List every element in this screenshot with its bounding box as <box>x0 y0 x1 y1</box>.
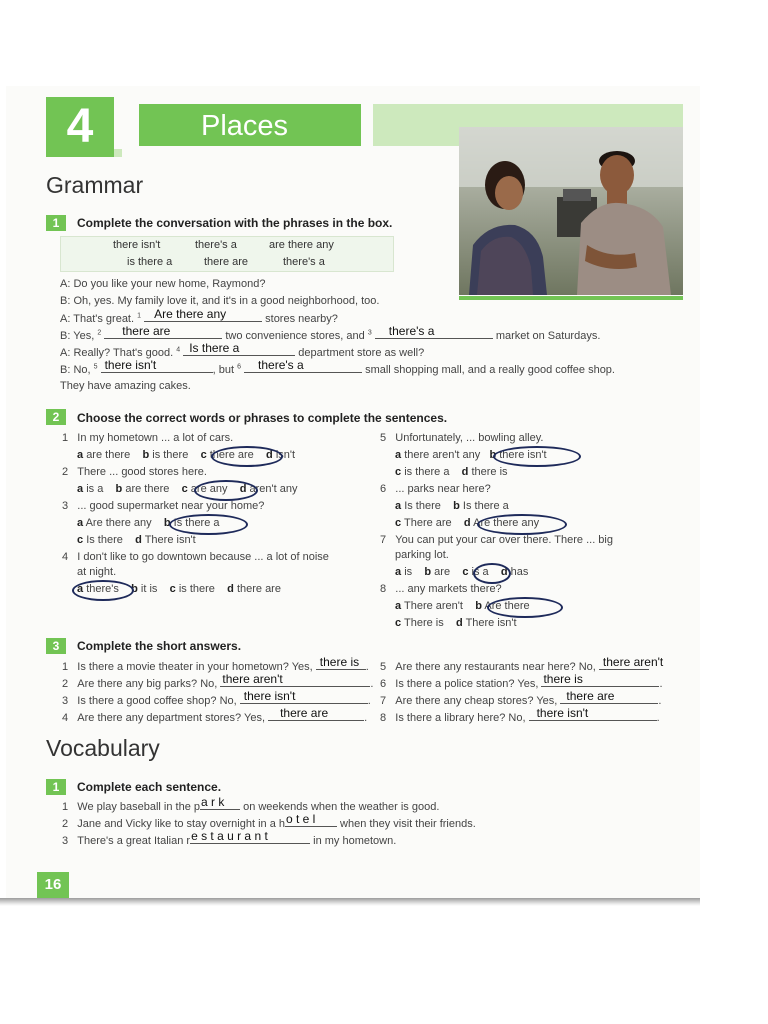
q-number: 4 <box>62 712 69 724</box>
handwritten-answer: there's a <box>258 358 304 372</box>
short-answer-item: 3 Is there a good coffee shop? No, there isn't . <box>62 689 371 707</box>
opt-text[interactable]: there is <box>471 466 508 478</box>
opt-letter: b <box>131 583 138 595</box>
opt-text[interactable]: is there <box>178 583 215 595</box>
phrase-box-item: are there any <box>269 239 334 251</box>
short-answer-item: 2 Are there any big parks? No, there aren't . <box>62 672 374 690</box>
line-text: A: That's great. <box>60 313 138 325</box>
q-text: You can put your car over there. There ... big <box>395 534 613 546</box>
handwritten-answer: Is there a <box>189 341 240 355</box>
line-text: They have amazing cakes. <box>60 380 191 392</box>
mc-options <box>395 617 517 629</box>
vocab-item <box>62 829 397 847</box>
handwritten-answer: there are <box>122 324 171 338</box>
opt-text[interactable]: is a <box>471 566 489 578</box>
line-text: B: Oh, yes. My family love it, and it's in a good neighborhood, too. <box>60 295 380 307</box>
handwritten-answer: Are there any <box>154 307 227 321</box>
opt-text[interactable]: there are <box>209 449 254 461</box>
handwritten-answer: e s t a u r a n t <box>191 829 268 843</box>
photo-illustration <box>459 127 683 295</box>
opt-letter: d <box>463 517 471 529</box>
conversation-line <box>60 278 265 290</box>
opt-letter: a <box>395 449 402 461</box>
opt-text[interactable]: is there <box>152 449 189 461</box>
opt-text[interactable]: is <box>404 566 413 578</box>
vocab-item <box>62 795 440 813</box>
selected-answer-circle <box>169 514 248 535</box>
grammar-ex2-instruction: Choose the correct words or phrases to complete the sentences. <box>77 411 448 425</box>
opt-text[interactable]: it is <box>140 583 158 595</box>
conversation-line <box>60 307 338 325</box>
mc-question <box>62 551 329 563</box>
vocabulary-heading: Vocabulary <box>46 735 160 761</box>
grammar-ex3-instruction: Complete the short answers. <box>77 639 242 653</box>
mc-question <box>62 500 264 512</box>
opt-letter: b <box>163 517 171 529</box>
opt-letter: a <box>395 566 402 578</box>
mc-question-cont: at night. <box>77 566 117 578</box>
q-number: 5 <box>380 432 387 444</box>
answer-blank <box>285 812 337 830</box>
q-number: 6 <box>380 483 387 495</box>
opt-text[interactable]: Is there <box>86 534 123 546</box>
opt-text[interactable]: There is <box>403 617 444 629</box>
opt-letter: a <box>395 600 402 612</box>
opt-letter: c <box>462 566 469 578</box>
opt-letter: d <box>135 534 142 546</box>
q-text: Are there any big parks? No, <box>77 678 218 690</box>
q-text: Are there any restaurants near here? No, <box>395 661 596 673</box>
mc-question <box>380 534 613 546</box>
phrase-box <box>60 236 394 272</box>
line-text: small shopping mall, and a really good coffee shop. <box>362 364 615 376</box>
opt-letter: b <box>453 500 460 512</box>
short-answer-item: 1 Is there a movie theater in your hometown? Yes, there is . <box>62 655 369 673</box>
opt-letter: c <box>395 466 402 478</box>
q-number: 4 <box>62 551 69 563</box>
q-text: ... any markets there? <box>395 583 502 595</box>
handwritten-answer: there is <box>319 655 360 669</box>
grammar-ex1-instruction: Complete the conversation with the phrases in the box. <box>77 216 393 230</box>
opt-text[interactable]: aren't any <box>249 483 298 495</box>
opt-text[interactable]: There isn't <box>144 534 196 546</box>
opt-letter: c <box>395 617 402 629</box>
photo-two-people-talking <box>459 127 683 295</box>
opt-letter: c <box>200 449 207 461</box>
unit-title: Places <box>201 110 289 142</box>
selected-answer-circle <box>72 580 134 601</box>
answer-blank <box>375 324 493 342</box>
q-text: In my hometown ... a lot of cars. <box>77 432 234 444</box>
opt-text[interactable]: are there <box>86 449 131 461</box>
opt-letter: a <box>77 517 84 529</box>
opt-text[interactable]: there isn't <box>499 449 547 461</box>
q-number: 8 <box>380 583 387 595</box>
blank-number: 5 <box>93 363 98 371</box>
line-text: A: Really? That's good. <box>60 347 177 359</box>
handwritten-answer: there isn't <box>536 706 589 720</box>
mc-options <box>77 483 298 495</box>
line-text: stores nearby? <box>262 313 338 325</box>
conversation-line <box>60 358 615 376</box>
q-text: There's a great Italian r <box>77 835 191 847</box>
opt-text[interactable]: There are <box>403 517 452 529</box>
conversation-line <box>60 295 379 307</box>
opt-letter: d <box>239 483 247 495</box>
opt-letter: b <box>489 449 497 461</box>
opt-letter: c <box>181 483 188 495</box>
opt-letter: a <box>77 449 84 461</box>
opt-text[interactable]: there are <box>236 583 281 595</box>
opt-letter: b <box>115 483 123 495</box>
opt-text[interactable]: is there a <box>404 466 450 478</box>
photo-accent-line <box>459 296 683 300</box>
q-number: 1 <box>62 661 69 673</box>
q-number: 3 <box>62 695 69 707</box>
q-text: Unfortunately, ... bowling alley. <box>395 432 544 444</box>
q-number: 2 <box>62 818 69 830</box>
opt-letter: a <box>395 500 402 512</box>
q-number: 3 <box>62 500 69 512</box>
q-text: Jane and Vicky like to stay overnight in a h <box>77 818 285 830</box>
unit-badge-accent <box>114 149 122 157</box>
short-answer-item: 4 Are there any department stores? Yes, there are . <box>62 706 368 724</box>
mc-question <box>380 483 491 495</box>
page-number: 16 <box>37 872 69 898</box>
handwritten-answer: there isn't <box>104 358 157 372</box>
opt-text[interactable]: Is there a <box>462 500 509 512</box>
mc-question <box>62 466 207 478</box>
opt-text[interactable]: are any <box>190 483 228 495</box>
blank-number: 6 <box>237 363 241 371</box>
phrase-box-item: there's a <box>195 239 237 251</box>
phrase-box-item: is there a <box>127 256 173 268</box>
blank-number: 2 <box>97 329 102 337</box>
vocab-ex1-number: 1 <box>46 779 66 795</box>
phrase-box-item: there are <box>204 256 249 268</box>
q-number: 2 <box>62 466 69 478</box>
q-number: 1 <box>62 432 69 444</box>
q-number: 3 <box>62 835 69 847</box>
q-number: 5 <box>380 661 387 673</box>
mc-question <box>380 432 543 444</box>
selected-answer-circle <box>493 446 581 467</box>
opt-letter: c <box>169 583 176 595</box>
opt-letter: b <box>475 600 482 612</box>
q-number: 7 <box>380 534 387 546</box>
opt-text[interactable]: isn't <box>275 449 296 461</box>
opt-letter: d <box>266 449 273 461</box>
handwritten-answer: there's a <box>388 324 435 338</box>
blank-number: 1 <box>137 312 142 320</box>
opt-text[interactable]: are there <box>125 483 170 495</box>
q-number: 6 <box>380 678 387 690</box>
q-text: I don't like to go downtown because ... a lot of noise <box>77 551 329 563</box>
handwritten-answer: there aren't <box>222 672 283 686</box>
opt-letter: c <box>77 534 84 546</box>
grammar-ex2-number: 2 <box>46 409 66 425</box>
answer-blank <box>268 706 364 724</box>
line-text: market on Saturdays. <box>492 330 601 342</box>
opt-text[interactable]: Are there <box>484 600 530 612</box>
opt-text[interactable]: Is there <box>404 500 441 512</box>
answer-blank <box>244 358 362 376</box>
line-text: B: No, <box>60 364 94 376</box>
q-text: Is there a movie theater in your hometown? Yes, <box>77 661 313 673</box>
handwritten-answer: there isn't <box>243 689 296 703</box>
line-text: department store as well? <box>295 347 425 359</box>
opt-letter: b <box>142 449 150 461</box>
selected-answer-circle <box>477 514 567 535</box>
q-number: 1 <box>62 801 69 813</box>
blank-number: 3 <box>367 329 372 337</box>
grammar-heading: Grammar <box>46 172 144 198</box>
mc-question-cont: parking lot. <box>395 549 449 561</box>
grammar-ex3-number: 3 <box>46 638 66 654</box>
q-text: when they visit their friends. <box>337 818 476 830</box>
conversation-line <box>60 380 191 392</box>
q-number: 8 <box>380 712 387 724</box>
opt-letter: c <box>395 517 402 529</box>
mc-question <box>62 432 233 444</box>
short-answer-item <box>380 655 664 673</box>
mc-options <box>395 466 508 478</box>
answer-blank <box>190 829 310 847</box>
opt-text[interactable]: There isn't <box>465 617 517 629</box>
short-answer-item: 7 Are there any cheap stores? Yes, there are . <box>380 689 662 707</box>
opt-text[interactable]: Is there a <box>173 517 220 529</box>
q-number: 7 <box>380 695 387 707</box>
selected-answer-circle <box>473 563 511 584</box>
grammar-ex1-number: 1 <box>46 215 66 231</box>
q-number: 2 <box>62 678 69 690</box>
vocab-ex1-instruction: Complete each sentence. <box>77 780 222 794</box>
selected-answer-circle <box>211 446 283 467</box>
mc-question <box>380 583 502 595</box>
handwritten-answer: a r k <box>201 795 225 809</box>
blank-number: 4 <box>176 346 181 354</box>
line-text: A: Do you like your new home, Raymond? <box>60 278 266 290</box>
opt-text[interactable]: Are there any <box>473 517 540 529</box>
handwritten-answer: there aren't <box>602 655 664 669</box>
q-text: There ... good stores here. <box>77 466 207 478</box>
opt-text[interactable]: There aren't <box>403 600 463 612</box>
opt-letter: d <box>455 617 463 629</box>
q-text: We play baseball in the p <box>77 801 201 813</box>
handwritten-answer: there is <box>543 672 583 686</box>
opt-letter: b <box>424 566 432 578</box>
line-text: B: Yes, <box>60 330 98 342</box>
answer-blank <box>599 655 664 673</box>
q-text: Is there a police station? Yes, <box>395 678 539 690</box>
q-text: ... good supermarket near your home? <box>77 500 265 512</box>
mc-options <box>77 534 196 546</box>
short-answer-item: 6 Is there a police station? Yes, there is . <box>380 672 663 690</box>
q-text: Is there a library here? No, <box>395 712 526 724</box>
unit-number-badge: 4 <box>46 97 114 157</box>
handwritten-answer: o t e l <box>286 812 316 826</box>
opt-text[interactable]: there aren't any <box>404 449 481 461</box>
q-text: ... parks near here? <box>395 483 491 495</box>
q-text: Are there any cheap stores? Yes, <box>395 695 558 707</box>
phrase-box-item: there isn't <box>113 239 161 251</box>
answer-blank <box>316 655 366 673</box>
handwritten-answer: there are <box>280 706 329 720</box>
opt-letter: d <box>461 466 469 478</box>
scan-edge-shadow <box>0 898 700 906</box>
unit-title-bar <box>139 104 361 146</box>
answer-blank <box>101 358 213 376</box>
handwritten-answer: there are <box>566 689 615 703</box>
short-answer-item: 8 Is there a library here? No, there isn't . <box>380 706 660 724</box>
q-text: Are there any department stores? Yes, <box>77 712 266 724</box>
selected-answer-circle <box>194 480 258 501</box>
phrase-box-item: there's a <box>283 256 325 268</box>
opt-text[interactable]: are <box>434 566 451 578</box>
answer-blank <box>529 706 657 724</box>
q-text: in my hometown. <box>310 835 397 847</box>
opt-letter: a <box>77 583 84 595</box>
line-text: two convenience stores, and <box>222 330 368 342</box>
opt-text[interactable]: is a <box>86 483 104 495</box>
answer-blank <box>200 795 240 813</box>
opt-text[interactable]: has <box>510 566 529 578</box>
opt-letter: d <box>227 583 234 595</box>
opt-letter: d <box>500 566 508 578</box>
opt-text[interactable]: there's <box>86 583 119 595</box>
conversation-line <box>60 324 601 342</box>
vocab-item <box>62 812 476 830</box>
q-text: on weekends when the weather is good. <box>240 801 440 813</box>
line-text: , but <box>212 364 238 376</box>
opt-text[interactable]: Are there any <box>85 517 152 529</box>
selected-answer-circle <box>487 597 563 618</box>
opt-letter: a <box>77 483 84 495</box>
mc-options <box>395 500 509 512</box>
q-text: Is there a good coffee shop? No, <box>77 695 237 707</box>
